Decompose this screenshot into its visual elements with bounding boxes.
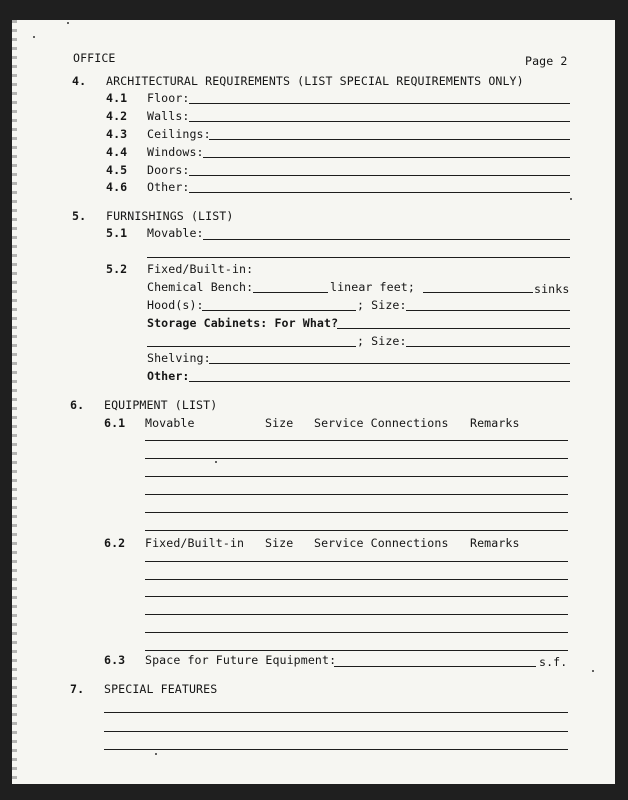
special-features-field[interactable] bbox=[104, 731, 568, 732]
speck bbox=[592, 670, 594, 672]
item-4-4-number: 4.4 bbox=[106, 145, 128, 159]
item-6-1-number: 6.1 bbox=[104, 416, 126, 430]
hoods-size-label: ; Size: bbox=[357, 298, 407, 312]
col-movable: Movable bbox=[145, 416, 195, 430]
sinks-count-field[interactable] bbox=[423, 292, 533, 293]
fixed-equipment-row[interactable] bbox=[145, 632, 568, 633]
item-4-4-label: Windows: bbox=[147, 145, 204, 159]
fixed-equipment-row[interactable] bbox=[145, 614, 568, 615]
item-5-1-label: Movable: bbox=[147, 226, 204, 240]
other-arch-field[interactable] bbox=[189, 192, 570, 193]
item-6-3-number: 6.3 bbox=[104, 653, 126, 667]
speck bbox=[215, 461, 217, 463]
col-service-connections: Service Connections bbox=[314, 416, 449, 430]
walls-field[interactable] bbox=[189, 121, 570, 122]
fixed-equipment-row[interactable] bbox=[145, 561, 568, 562]
item-4-6-number: 4.6 bbox=[106, 180, 128, 194]
storage-cabinets-label: Storage Cabinets: For What? bbox=[147, 316, 339, 330]
ceilings-field[interactable] bbox=[209, 139, 570, 140]
item-5-2-label: Fixed/Built-in: bbox=[147, 262, 254, 276]
form-page bbox=[12, 20, 615, 784]
col-size: Size bbox=[265, 416, 294, 430]
storage-purpose-field[interactable] bbox=[337, 328, 570, 329]
item-4-2-number: 4.2 bbox=[106, 109, 128, 123]
item-5-1-number: 5.1 bbox=[106, 226, 128, 240]
section-6-title: EQUIPMENT (LIST) bbox=[104, 398, 218, 412]
floor-field[interactable] bbox=[189, 103, 570, 104]
col-fixed-built-in: Fixed/Built-in bbox=[145, 536, 245, 550]
item-4-3-number: 4.3 bbox=[106, 127, 128, 141]
future-equipment-field[interactable] bbox=[334, 666, 536, 667]
section-7-title: SPECIAL FEATURES bbox=[104, 682, 218, 696]
section-6-number: 6. bbox=[70, 398, 85, 412]
shelving-label: Shelving: bbox=[147, 351, 211, 365]
other-furnishings-label: Other: bbox=[147, 369, 190, 383]
section-5-title: FURNISHINGS (LIST) bbox=[106, 209, 234, 223]
item-4-5-number: 4.5 bbox=[106, 163, 128, 177]
sinks-label: sinks bbox=[534, 282, 570, 296]
item-4-2-label: Walls: bbox=[147, 109, 190, 123]
col-service-connections-2: Service Connections bbox=[314, 536, 449, 550]
movable-equipment-row[interactable] bbox=[145, 458, 568, 459]
special-features-field[interactable] bbox=[104, 749, 568, 750]
other-furnishings-field[interactable] bbox=[189, 381, 570, 382]
movable-furnishings-field[interactable] bbox=[203, 239, 570, 240]
col-remarks: Remarks bbox=[470, 416, 520, 430]
hoods-field[interactable] bbox=[202, 310, 356, 311]
item-6-2-number: 6.2 bbox=[104, 536, 126, 550]
movable-equipment-row[interactable] bbox=[145, 476, 568, 477]
col-size-2: Size bbox=[265, 536, 294, 550]
speck bbox=[33, 36, 35, 38]
windows-field[interactable] bbox=[203, 157, 570, 158]
item-5-2-number: 5.2 bbox=[106, 262, 128, 276]
movable-equipment-row[interactable] bbox=[145, 530, 568, 531]
fixed-equipment-row[interactable] bbox=[145, 579, 568, 580]
movable-equipment-row[interactable] bbox=[145, 512, 568, 513]
section-5-number: 5. bbox=[72, 209, 87, 223]
storage-purpose-field-2[interactable] bbox=[147, 346, 356, 347]
chemical-bench-label: Chemical Bench: bbox=[147, 280, 254, 294]
hoods-label: Hood(s): bbox=[147, 298, 204, 312]
storage-size-label: ; Size: bbox=[357, 334, 407, 348]
speck bbox=[570, 198, 572, 200]
item-4-5-label: Doors: bbox=[147, 163, 190, 177]
movable-furnishings-field-2[interactable] bbox=[147, 257, 570, 258]
speck bbox=[67, 22, 69, 24]
item-4-1-number: 4.1 bbox=[106, 91, 128, 105]
speck bbox=[155, 753, 157, 755]
col-remarks-2: Remarks bbox=[470, 536, 520, 550]
item-4-6-label: Other: bbox=[147, 180, 190, 194]
future-equipment-label: Space for Future Equipment: bbox=[145, 653, 337, 667]
fixed-equipment-row[interactable] bbox=[145, 650, 568, 651]
scan-edge-marks bbox=[12, 20, 17, 784]
page-number: Page 2 bbox=[525, 54, 568, 68]
movable-equipment-row[interactable] bbox=[145, 440, 568, 441]
office-label: OFFICE bbox=[73, 51, 116, 65]
section-7-number: 7. bbox=[70, 682, 85, 696]
special-features-field[interactable] bbox=[104, 712, 568, 713]
shelving-field[interactable] bbox=[209, 363, 570, 364]
section-4-title: ARCHITECTURAL REQUIREMENTS (LIST SPECIAL REQUIREMENTS ONLY) bbox=[106, 74, 524, 88]
doors-field[interactable] bbox=[189, 175, 570, 176]
section-4-number: 4. bbox=[72, 74, 87, 88]
item-4-3-label: Ceilings: bbox=[147, 127, 211, 141]
bench-linear-feet-field[interactable] bbox=[253, 292, 328, 293]
hoods-size-field[interactable] bbox=[406, 310, 570, 311]
square-feet-unit: s.f. bbox=[539, 655, 568, 669]
fixed-equipment-row[interactable] bbox=[145, 596, 568, 597]
linear-feet-label: linear feet; bbox=[330, 280, 415, 294]
movable-equipment-row[interactable] bbox=[145, 494, 568, 495]
storage-size-field[interactable] bbox=[406, 346, 570, 347]
item-4-1-label: Floor: bbox=[147, 91, 190, 105]
